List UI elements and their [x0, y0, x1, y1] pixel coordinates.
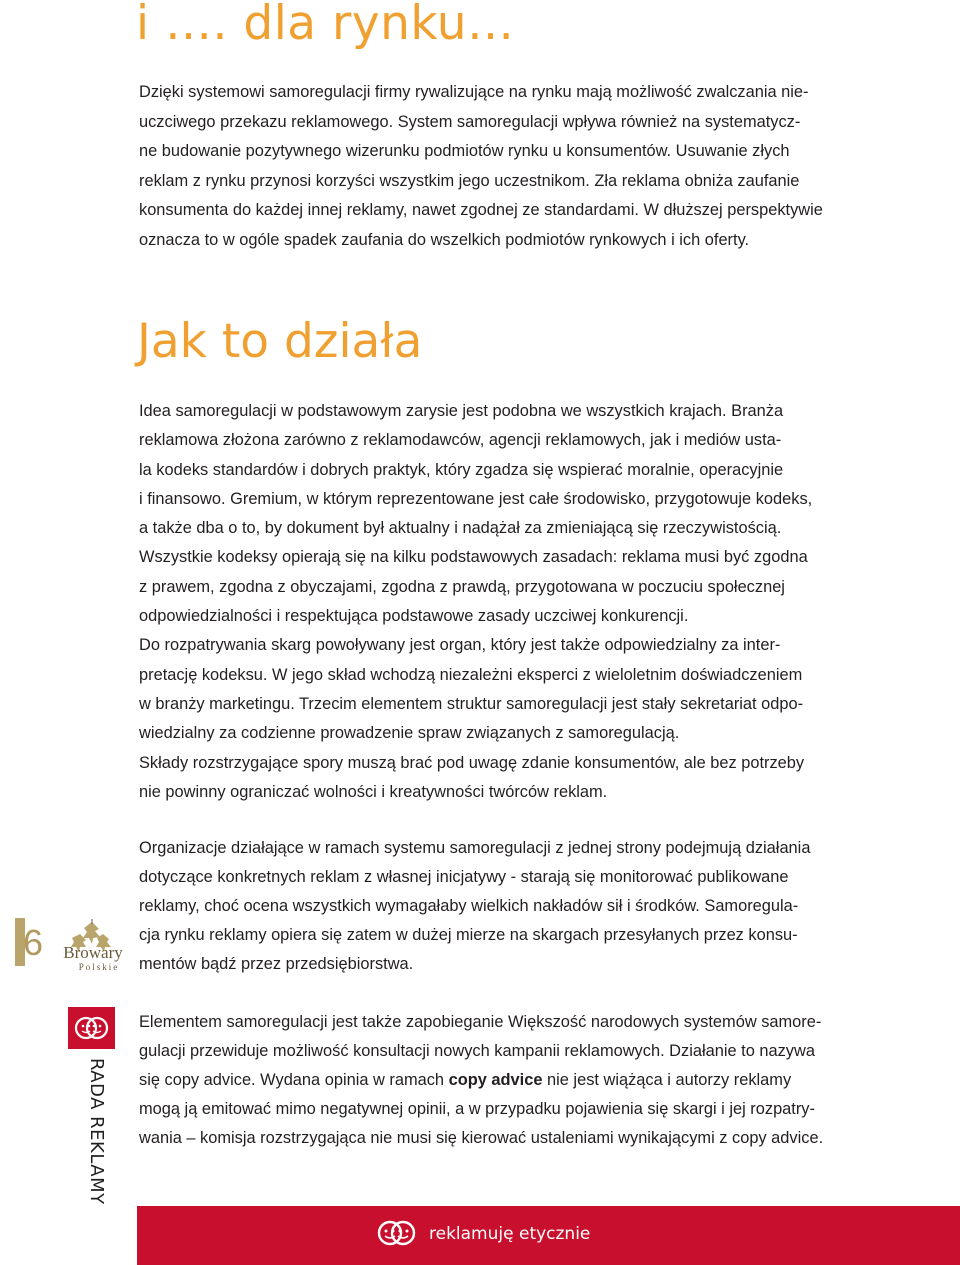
paragraph-copy-advice: Elementem samoregulacji jest także zapobieganie Większość narodowych systemów samore- gulacji przewiduje możliwość konsultacji nowych kampanii reklamowych. Działanie to nazywa się copy advice. Wydana opinia w ramach copy advice nie jest wiążąca i autorzy reklamy mogą ją emitować mimo negatywnej opinii, a w przypadku pojawienia się skargi i jej rozpatry- wania – komisja rozstrzygająca nie musi się kierować ustaleniami wynikającymi z copy advice.	[139, 1008, 886, 1153]
paragraph-organizations: Organizacje działające w ramach systemu samoregulacji z jednej strony podejmują działania dotyczące konkretnych reklam z własnej inicjatywy - starają się monitorować publikowane reklamy, choć ocena wszystkich wymagałaby wielkich nakładów sił i środków. Samoregula- cja rynku reklamy opiera się zatem w dużej mierze na skargach przesyłanych przez konsu- mentów bądź przez przedsiębiorstwa.	[139, 839, 811, 973]
section-heading-how-it-works: Jak to działa	[137, 314, 423, 369]
side-brand-text: RADA REKLAMY	[86, 1058, 107, 1205]
footer-slogan: reklamuję etycznie	[429, 1224, 591, 1244]
copy-advice-line: się copy advice. Wydana opinia w ramach copy advice nie jest wiążąca i autorzy reklamy	[139, 1071, 792, 1089]
section-heading-market: i …. dla rynku…	[136, 0, 515, 51]
rada-reklamy-logo	[68, 1007, 115, 1049]
logo-wordmark: Browary	[63, 943, 123, 962]
rada-reklamy-logo-icon	[372, 1218, 422, 1248]
logo-subtitle: Polskie	[78, 962, 120, 972]
rada-reklamy-logo-icon	[68, 1007, 115, 1049]
copy-advice-term: copy advice	[448, 1071, 543, 1089]
paragraph-how-it-works: Idea samoregulacji w podstawowym zarysie jest podobna we wszystkich krajach. Branża reklamowa złożona zarówno z reklamodawców, agencji reklamowych, jak i mediów usta- la kodeks standardów i dobrych praktyk, który zgadza się wspierać moralnie, operacyjnie i finansowo. Gremium, w którym reprezentowane jest całe środowisko, przygotowuje kodeks, a także dba o to, by dokument był aktualny i nadążał za zmieniającą się rzeczywistością. Wszystkie kodeksy opierają się na kilku podstawowych zasadach: reklama musi być zgodna z prawem, zgodna z obyczajami, zgodna z prawdą, przygotowana w poczuciu społecznej odpowiedzialności i respektująca podstawowe zasady uczciwej konkurencji. Do rozpatrywania skarg powoływany jest organ, który jest także odpowiedzialny za inter- pretację kodeksu. W jego skład wchodzą niezależni eksperci z wieloletnim doświadczeniem w branży marketingu. Trzecim elementem struktur samoregulacji jest stały sekretariat odpo- wiedzialny za codzienne prowadzenie spraw związanych z samoregulacją. Składy rozstrzygające spory muszą brać pod uwagę zdanie konsumentów, ale bez potrzeby nie powinny ograniczać wolności i kreatywności twórców reklam.	[139, 402, 813, 801]
paragraph-market: Dzięki systemowi samoregulacji firmy rywalizujące na rynku mają możliwość zwalczania nie- uczciwego przekazu reklamowego. System samoregulacji wpływa również na systematycz- ne budowanie pozytywnego wizerunku podmiotów rynku u konsumentów. Usuwanie złych reklam z rynku przynosi korzyści wszystkim jego uczestnikom. Zła reklama obniża zaufanie konsumenta do każdej innej reklamy, nawet zgodnej ze standardami. W dłuższej perspektywie oznacza to w ogóle spadek zaufania do wszelkich podmiotów rynkowych i ich oferty.	[139, 83, 823, 249]
page-number: 6	[23, 922, 44, 963]
